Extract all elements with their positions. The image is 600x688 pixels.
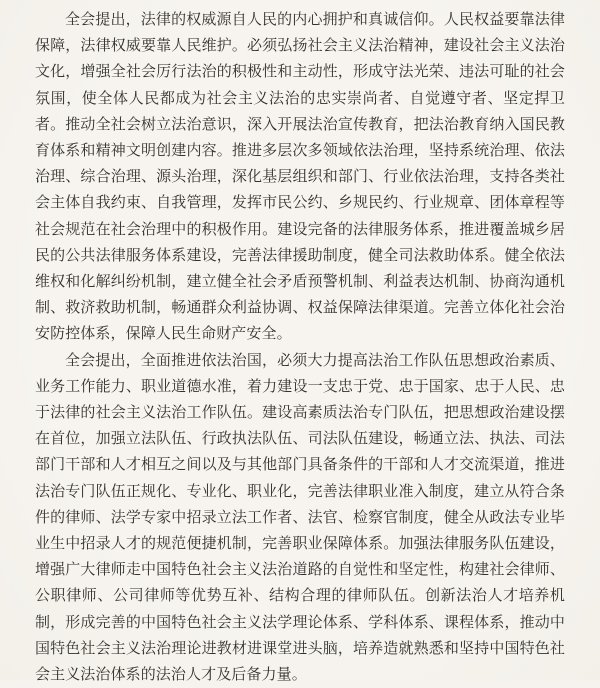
paragraph-legal-workforce: 全会提出，全面推进依法治国，必须大力提高法治工作队伍思想政治素质、业务工作能力、职业道德水准，着力建设一支忠于党、忠于国家、忠于人民、忠于法律的社会主义法治工作队伍。建设高素质法治专门队伍，把思想政治建设摆在首位，加强立法队伍、行政执法队伍、司法队伍建设，畅通立法、执法、司法部门干部和人才相互之间以及与其他部门具备条件的干部和人才交流渠道，推进法治专门队伍正规化、专业化、职业化，完善法律职业准入制度，建立从符合条件的律师、法学专家中招录立法工作者、法官、检察官制度，健全从政法专业毕业生中招录人才的规范便捷机制，完善职业保障体系。加强法律服务队伍建设，增强广大律师走中国特色社会主义法治道路的自觉性和坚定性，构建社会律师、公职律师、公司律师等优势互补、结构合理的律师队伍。创新法治人才培养机制，形成完善的中国特色社会主义法学理论体系、学科体系、课程体系，推动中国特色社会主义法治理论进教材进课堂进头脑，培养造就熟悉和坚持中国特色社会主义法治体系的法治人才及后备力量。 — [35, 351, 565, 684]
paragraph-law-authority: 全会提出，法律的权威源自人民的内心拥护和真诚信仰。人民权益要靠法律保障，法律权威要靠人民维护。必须弘扬社会主义法治精神，建设社会主义法治文化，增强全社会厉行法治的积极性和主动性，形成守法光荣、违法可耻的社会氛围，使全体人民都成为社会主义法治的忠实崇尚者、自觉遵守者、坚定捍卫者。推动全社会树立法治意识，深入开展法治宣传教育，把法治教育纳入国民教育体系和精神文明创建内容。推进多层次多领域依法治理，坚持系统治理、依法治理、综合治理、源头治理，深化基层组织和部门、行业依法治理，支持各类社会主体自我约束、自我管理，发挥市民公约、乡规民约、行业规章、团体章程等社会规范在社会治理中的积极作用。建设完备的法律服务体系，推进覆盖城乡居民的公共法律服务体系建设，完善法律援助制度，健全司法救助体系。健全依法维权和化解纠纷机制，建立健全社会矛盾预警机制、利益表达机制、协商沟通机制、救济救助机制，畅通群众利益协调、权益保障法律渠道。完善立体化社会治安防控体系，保障人民生命财产安全。 — [35, 11, 565, 343]
